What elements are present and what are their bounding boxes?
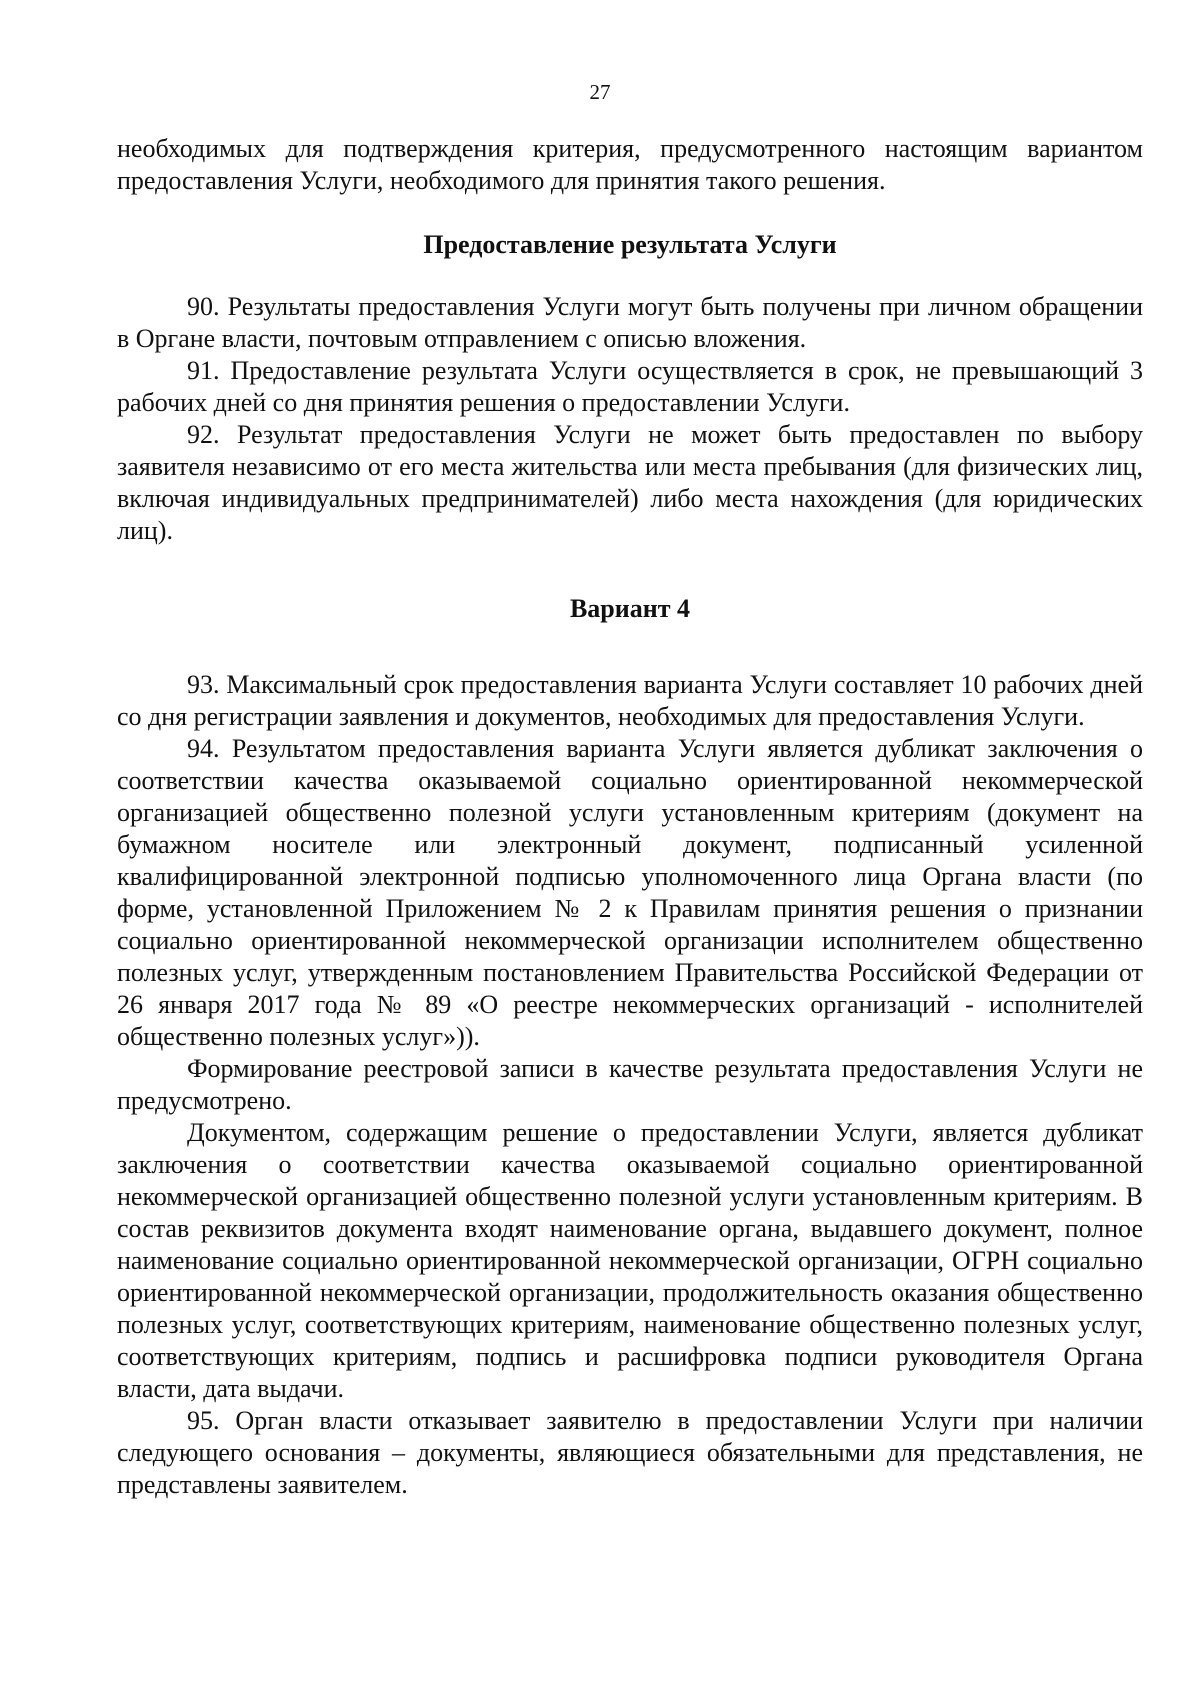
document-body <box>117 133 1143 1501</box>
section-heading-variant: Вариант 4 <box>569 594 691 623</box>
intro-paragraph: необходимых для подтверждения критерия, предусмотренного настоящим вариантом предоставления Услуги, необходимого для принятия такого решения. <box>117 134 1143 195</box>
paragraph-92: 92. Результат предоставления Услуги не может быть предоставлен по выбору заявителя независимо от его места жительства или места пребывания (для физических лиц, включая индивидуальных предпринимателей) либо места нахождения (для юридических лиц). <box>117 420 1143 545</box>
paragraph-registry: Формирование реестровой записи в качестве результата предоставления Услуги не предусмотрено. <box>117 1054 1143 1115</box>
paragraph-90: 90. Результаты предоставления Услуги могут быть получены при личном обращении в Органе власти, почтовым отправлением с описью вложения. <box>117 292 1143 353</box>
page-number: 27 <box>589 80 611 104</box>
paragraph-95: 95. Орган власти отказывает заявителю в предоставлении Услуги при наличии следующего основания – документы, являющиеся обязательными для представления, не представлены заявителем. <box>117 1406 1143 1499</box>
section-heading-result: Предоставление результата Услуги <box>423 230 837 259</box>
paragraph-document: Документом, содержащим решение о предоставлении Услуги, является дубликат заключения о соответствии качества оказываемой социально ориентированной некоммерческой организацией общественно полезной услуги установленным критериям. В состав реквизитов документа входят наименование органа, выдавшего документ, полное наименование социально ориентированной некоммерческой организации, ОГРН социально ориентированной некоммерческой организации, продолжительность оказания общественно полезных услуг, соответствующих критериям, наименование общественно полезных услуг, соответствующих критериям, подпись и расшифровка подписи руководителя Органа власти, дата выдачи. <box>117 1118 1143 1403</box>
paragraph-94: 94. Результатом предоставления варианта Услуги является дубликат заключения о соответствии качества оказываемой социально ориентированной некоммерческой организацией общественно полезной услуги установленным критериям (документ на бумажном носителе или электронный документ, подписанный усиленной квалифицированной электронной подписью уполномоченного лица Органа власти (по форме, установленной Приложением № 2 к Правилам принятия решения о признании социально ориентированной некоммерческой организации исполнителем общественно полезных услуг, утвержденным постановлением Правительства Российской Федерации от 26 января 2017 года № 89 «О реестре некоммерческих организаций - исполнителей общественно полезных услуг»)). <box>117 734 1143 1051</box>
paragraph-93: 93. Максимальный срок предоставления варианта Услуги составляет 10 рабочих дней со дня регистрации заявления и документов, необходимых для предоставления Услуги. <box>117 670 1143 731</box>
paragraph-91: 91. Предоставление результата Услуги осуществляется в срок, не превышающий 3 рабочих дней со дня принятия решения о предоставлении Услуги. <box>117 356 1143 417</box>
